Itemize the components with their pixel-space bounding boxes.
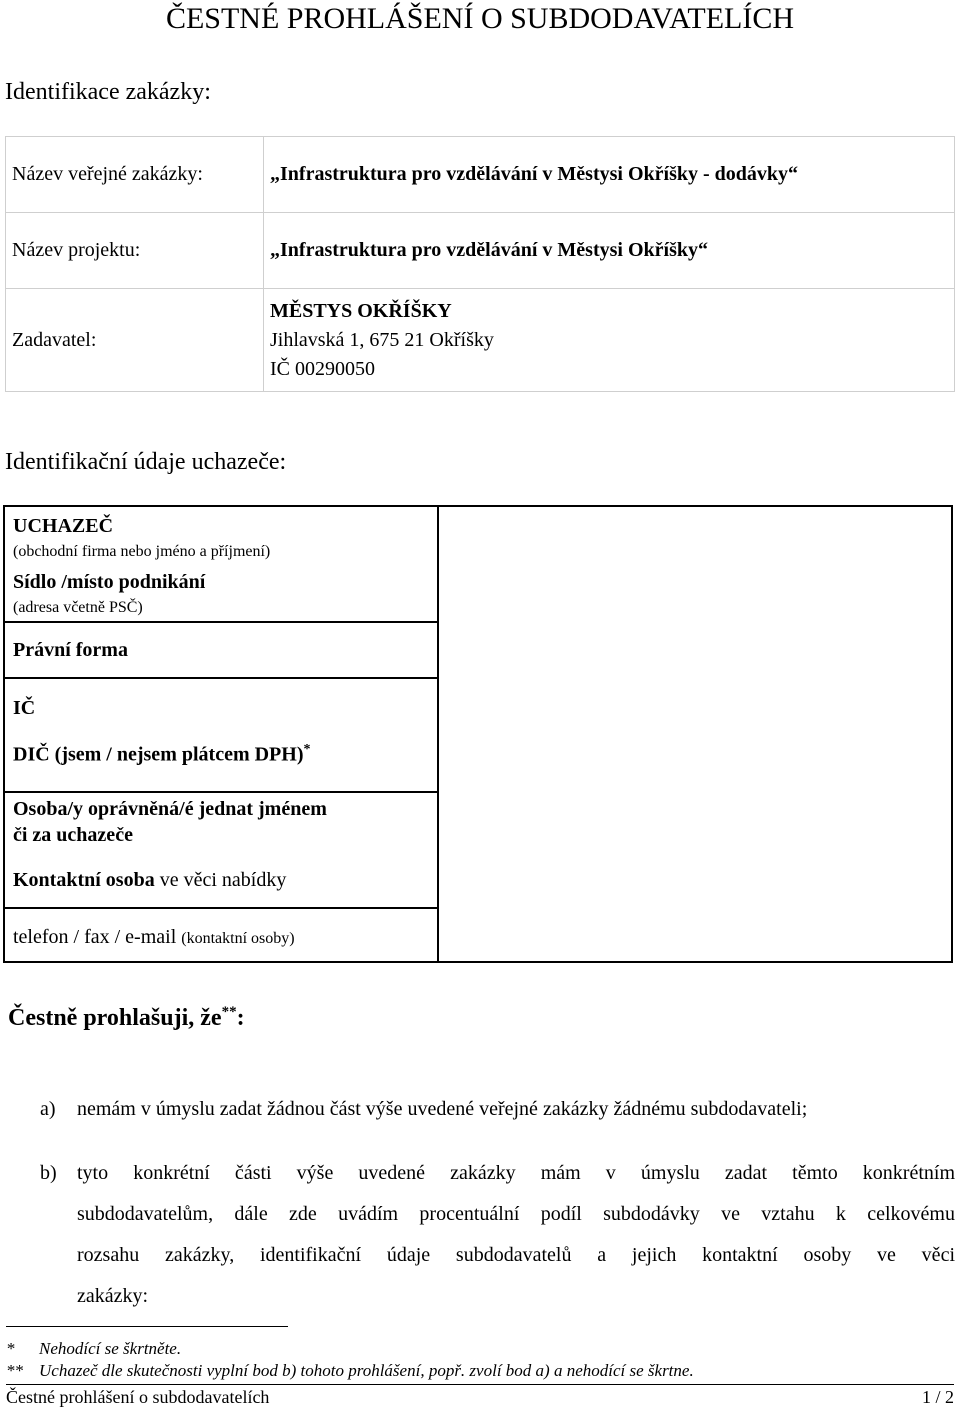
section-heading-identification: Identifikace zakázky: [5,79,211,105]
field-dic [13,737,310,768]
project-table [5,136,955,392]
field-phone [13,924,295,952]
table-row [6,137,955,213]
value-contract-name: „Infrastruktura pro vzdělávání v Městysi Okříšky - dodávky“ [264,137,955,213]
authority-name: MĚSTYS OKŘÍŠKY [270,299,452,322]
bidder-table [3,505,953,963]
label-contract-name: Název veřejné zakázky: [6,137,264,213]
label-project-name: Název projektu: [6,213,264,289]
authorized-line-2: či za uchazeče [13,824,133,846]
field-authorized-person [13,796,327,848]
declaration-footnote-mark: ** [221,1004,237,1020]
phone-note: (kontaktní osoby) [181,930,295,947]
item-b-line-2: subdodavatelům, dále zde uvádím procentuální podíl subdodávky ve vztahu k celkovému [77,1203,955,1225]
item-a-text: nemám v úmyslu zadat žádnou část výše uvedené veřejné zakázky žádnému subdodavateli; [77,1098,808,1120]
footnote-separator [6,1326,288,1327]
page-title: ČESTNÉ PROHLÁŠENÍ O SUBDODAVATELÍCH [165,2,795,35]
bidder-label: UCHAZEČ [13,515,114,537]
value-project-name: „Infrastruktura pro vzdělávání v Městysi Okříšky“ [264,213,955,289]
footer-title: Čestné prohlášení o subdodavatelích [6,1387,270,1407]
footnote-1-mark: * [6,1339,15,1358]
page-footer [6,1384,954,1408]
field-ic [13,695,35,721]
item-b-line-1: tyto konkrétní části výše uvedené zakázky mám v úmyslu zadat těmto konkrétním [77,1162,955,1184]
ic-label: IČ [13,697,36,719]
dic-label: DIČ (jsem / nejsem plátcem DPH) [13,743,304,766]
phone-label: telefon / fax / e-mail [13,926,177,948]
value-contracting-authority [264,289,955,392]
contact-rest: ve věci nabídky [154,869,287,891]
page-number: 1 / 2 [921,1387,954,1407]
field-legal-form [13,637,128,663]
dic-footnote-mark: * [303,742,311,757]
footnote-2-mark: ** [6,1361,23,1380]
label-contracting-authority: Zadavatel: [6,289,264,392]
seat-note: (adresa včetně PSČ) [13,599,143,616]
declaration-heading [8,1004,245,1032]
authorized-line-1: Osoba/y oprávněná/é jednat jménem [13,798,327,820]
seat-label: Sídlo /místo podnikání [13,571,206,593]
authority-ic: IČ 00290050 [270,357,375,380]
item-b-letter: b) [40,1162,57,1184]
footnote-2-text: Uchazeč dle skutečnosti vyplní bod b) tohoto prohlášení, popř. zvolí bod a) a nehodící se škrtne. [39,1361,694,1380]
bidder-note: (obchodní firma nebo jméno a příjmení) [13,543,271,560]
field-bidder [13,513,270,565]
item-b-line-3: rozsahu zakázky, identifikační údaje subdodavatelů a jejich kontaktní osoby ve věci [77,1244,955,1266]
item-b-line-4: zakázky: [77,1285,149,1307]
declaration-heading-text: Čestně prohlašuji, že [8,1005,222,1031]
section-heading-bidder: Identifikační údaje uchazeče: [5,449,287,475]
field-seat [13,569,205,621]
contact-bold: Kontaktní osoba [13,869,155,891]
authority-address: Jihlavská 1, 675 21 Okříšky [270,328,494,351]
item-a-letter: a) [40,1098,56,1120]
table-row [6,289,955,392]
footnote-1-text: Nehodící se škrtněte. [39,1339,182,1358]
legal-form-label: Právní forma [13,639,128,661]
declaration-colon: : [236,1005,245,1031]
field-contact-person [13,867,286,893]
table-row [6,213,955,289]
